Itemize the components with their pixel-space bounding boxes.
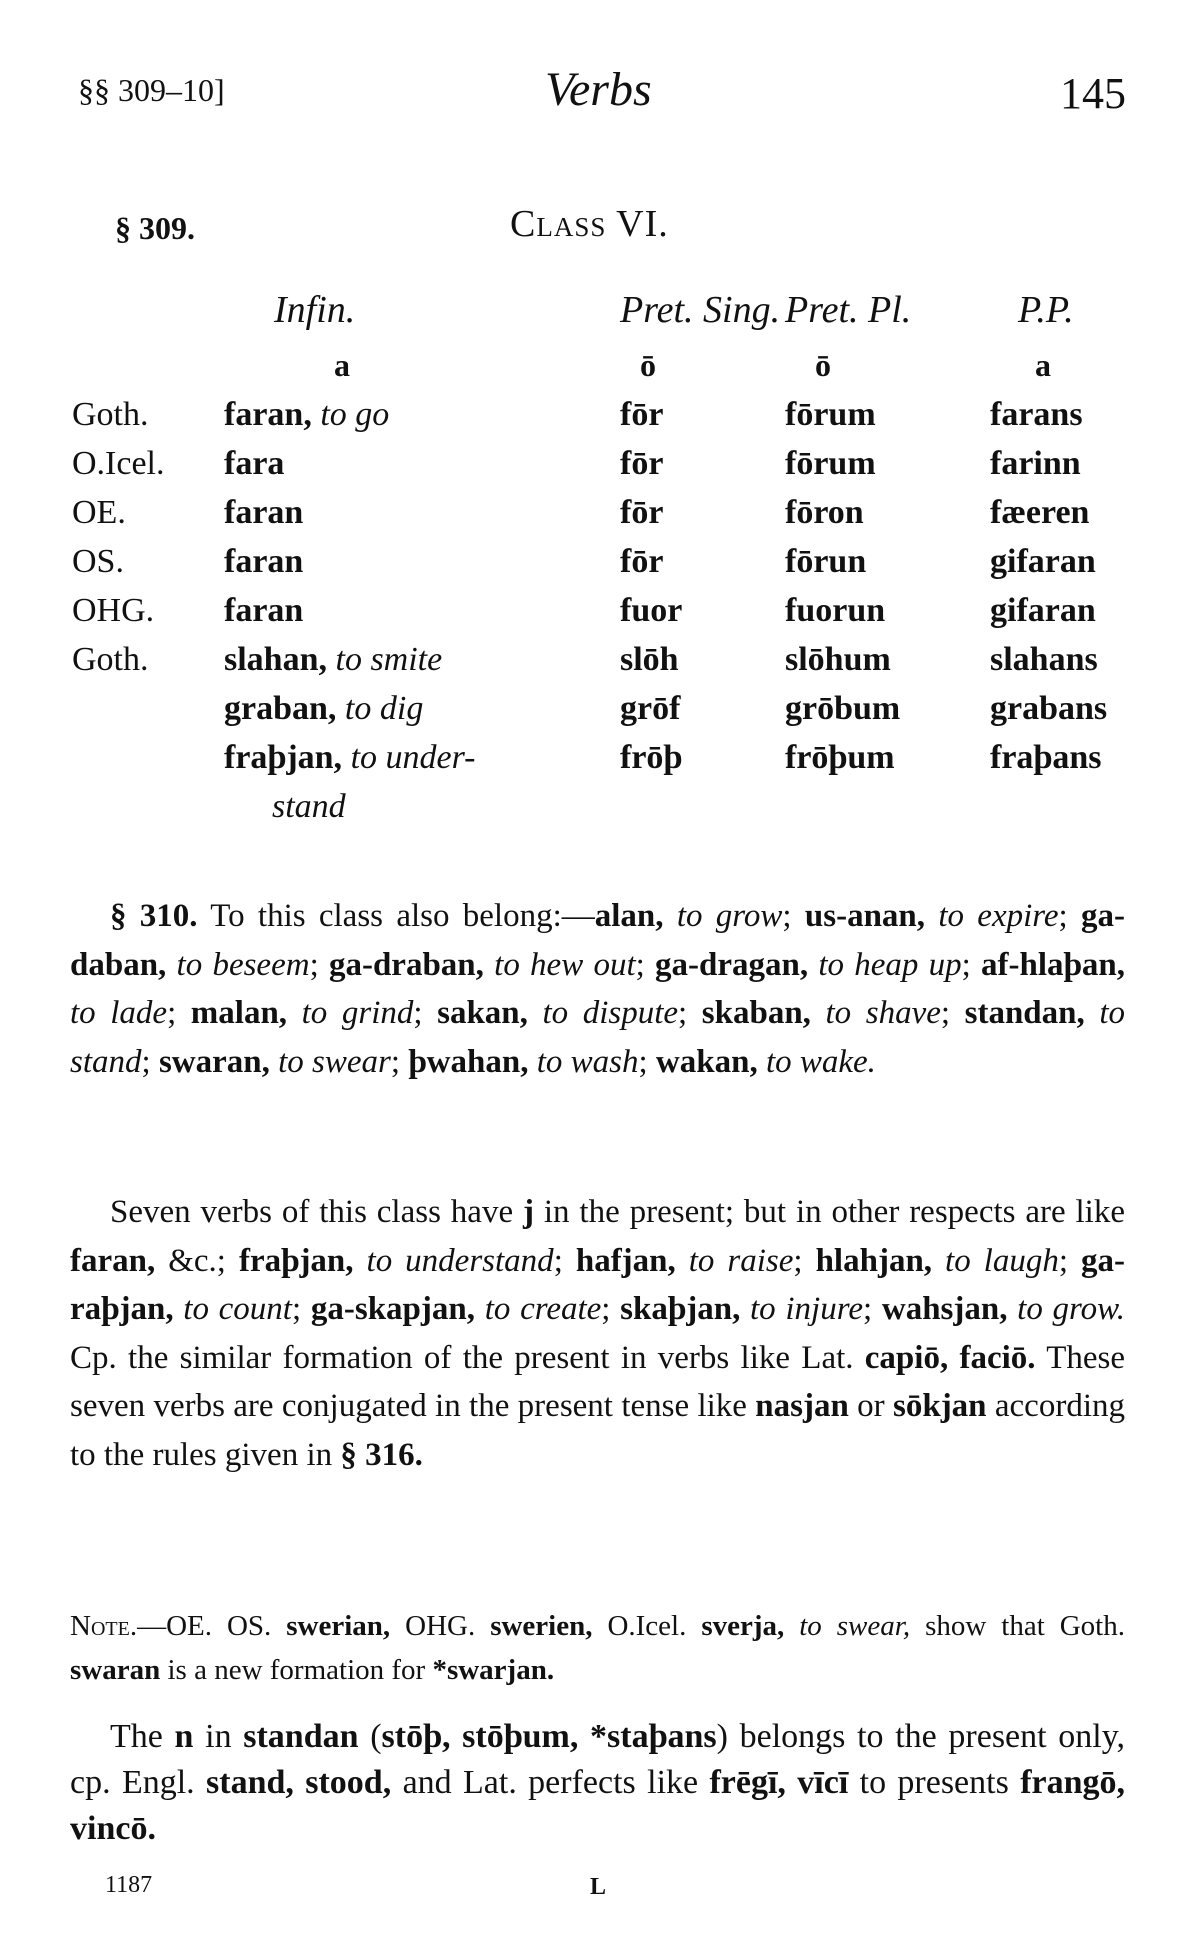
text-run: swerian, — [286, 1610, 391, 1642]
text-run: ga-raþjan, — [70, 1242, 1126, 1327]
text-run: capiō, faciō. — [864, 1339, 1036, 1376]
header-pp: P.P. — [1018, 289, 1074, 331]
row-language: OE. — [72, 493, 126, 531]
text-run: stōþ, stōþum, *staþans — [381, 1718, 717, 1755]
text-run: show that Goth. — [910, 1610, 1125, 1642]
text-run: af-hlaþan, — [981, 946, 1125, 983]
vowel-infin: a — [334, 346, 350, 383]
signature-letter: L — [590, 1874, 607, 1900]
text-run: O.Icel. — [592, 1610, 702, 1642]
row-language — [72, 733, 224, 782]
running-header — [0, 62, 1200, 122]
text-run: stand, stood, — [206, 1764, 392, 1801]
text-run: to expire — [925, 898, 1059, 934]
text-run: fraþjan, — [238, 1242, 354, 1279]
text-run: hafjan, — [575, 1242, 676, 1279]
header-pret-pl: Pret. Pl. — [785, 289, 912, 331]
table-row — [72, 635, 1168, 684]
infinitive-form: fara — [224, 444, 285, 482]
text-run: ; — [553, 1242, 576, 1279]
text-run: nasjan — [755, 1388, 849, 1424]
row-infinitive — [224, 635, 620, 684]
infinitive-form: faran — [224, 542, 304, 580]
infinitive-gloss: to go — [320, 395, 390, 433]
text-run: to lade — [70, 995, 168, 1031]
text-run: to presents — [848, 1764, 1021, 1801]
row-pret-pl: fōrum — [785, 444, 876, 482]
row-infinitive — [224, 439, 620, 488]
paragraph-310 — [70, 892, 1125, 1086]
text-run: to beseem — [166, 946, 310, 983]
table-row — [72, 488, 1168, 537]
text-run: sōkjan — [893, 1388, 987, 1424]
row-infinitive — [224, 390, 620, 439]
row-pret-pl: frōþum — [785, 738, 895, 776]
text-run: to raise — [675, 1242, 794, 1279]
header-infin: Infin. — [274, 289, 356, 331]
row-pret-pl: fuorun — [785, 591, 886, 629]
text-run: ; — [862, 1291, 882, 1327]
row-past-participle: fæeren — [990, 493, 1090, 531]
text-run: ; — [1058, 898, 1081, 934]
text-run: standan, — [964, 995, 1085, 1031]
text-run: to swear, — [784, 1610, 911, 1642]
text-run: j — [522, 1194, 534, 1230]
text-run: to wash — [528, 1043, 639, 1080]
text-run: to laugh — [932, 1242, 1059, 1279]
text-run: ) belongs to the present only, cp. Engl. — [70, 1718, 1125, 1801]
text-run: ; — [782, 898, 805, 934]
class-title: Class VI. — [510, 203, 669, 245]
text-run: ; — [940, 995, 965, 1031]
text-run: swaran — [70, 1654, 161, 1686]
text-run: The — [110, 1718, 175, 1755]
vowel-row — [72, 340, 1168, 390]
row-pret-sing: fōr — [620, 444, 664, 482]
row-past-participle: farans — [990, 395, 1083, 433]
text-run: frēgī, vīcī — [709, 1764, 849, 1801]
text-run: to wake. — [757, 1043, 876, 1080]
row-past-participle: gifaran — [990, 542, 1096, 580]
text-run: in — [193, 1718, 244, 1755]
infinitive-gloss: to dig — [344, 689, 424, 727]
table-row — [72, 537, 1168, 586]
text-run: ( — [358, 1718, 382, 1755]
text-run: *swarjan. — [432, 1654, 555, 1686]
text-run: ga-draban, — [328, 946, 484, 983]
table-row — [72, 684, 1168, 733]
note-label: Note. — [70, 1610, 138, 1642]
text-run: swaran, — [158, 1043, 270, 1080]
text-run: Cp. the similar formation of the present in verbs like Lat. — [70, 1339, 865, 1376]
text-run: ; — [167, 995, 191, 1031]
text-run: sakan, — [437, 995, 528, 1031]
text-run: to understand — [353, 1242, 554, 1279]
row-language: OS. — [72, 542, 124, 580]
vowel-pret-pl: ō — [815, 346, 831, 383]
text-run: ; — [793, 1242, 816, 1279]
row-past-participle: grabans — [990, 689, 1108, 727]
text-run: ga-daban, — [70, 898, 1125, 983]
text-run: to swear — [269, 1043, 391, 1080]
text-run: to stand — [70, 995, 1125, 1080]
text-run: ; — [601, 1291, 621, 1327]
text-run: These seven verbs are conjugated in the present tense like — [70, 1339, 1125, 1424]
vowel-pret-sing: ō — [640, 346, 656, 383]
text-run: wakan, — [655, 1043, 758, 1080]
infinitive-form: fraþjan, — [224, 738, 343, 776]
text-run: alan, — [594, 898, 664, 934]
row-language: Goth. — [72, 395, 149, 433]
text-run: ga-skapjan, — [310, 1291, 475, 1327]
text-run: ; — [678, 995, 702, 1031]
infinitive-gloss: to smite — [335, 640, 443, 678]
text-run: to hew out — [483, 946, 636, 983]
page-number: 145 — [1060, 69, 1126, 118]
row-pret-sing: fōr — [620, 395, 664, 433]
row-pret-pl: fōrun — [785, 542, 867, 580]
row-pret-sing: fuor — [620, 591, 683, 629]
row-infinitive — [224, 537, 620, 586]
text-run: hlahjan, — [815, 1242, 933, 1279]
text-run: and Lat. perfects like — [391, 1764, 710, 1801]
row-infinitive — [224, 684, 620, 733]
text-run: to injure — [740, 1291, 863, 1327]
text-run: or — [848, 1388, 893, 1424]
section-309-label: § 309. — [115, 210, 195, 246]
paradigm-table — [72, 280, 1168, 831]
text-run: frangō, vincō. — [70, 1764, 1126, 1847]
table-row — [72, 586, 1168, 635]
table-row — [72, 439, 1168, 488]
note-paragraph — [70, 1604, 1125, 1692]
text-run: ; — [390, 1043, 409, 1080]
text-run: skaþjan, — [620, 1291, 741, 1327]
header-pret-sing: Pret. Sing. — [620, 289, 781, 331]
row-pret-sing: grōf — [620, 689, 681, 727]
text-run: —OE. OS. — [137, 1610, 287, 1642]
text-run: OHG. — [390, 1610, 491, 1642]
text-run: ; — [291, 1291, 311, 1327]
row-past-participle: slahans — [990, 640, 1098, 678]
text-run: ; — [141, 1043, 159, 1080]
page-title: Verbs — [545, 63, 652, 116]
row-past-participle: gifaran — [990, 591, 1096, 629]
text-run: standan — [243, 1718, 359, 1755]
row-pret-sing: fōr — [620, 493, 664, 531]
row-pret-sing: slōh — [620, 640, 679, 678]
row-pret-pl: grōbum — [785, 689, 901, 727]
infinitive-form: faran — [224, 591, 304, 629]
text-run: is a new formation for — [160, 1654, 433, 1686]
text-run: § 316. — [340, 1436, 423, 1473]
infinitive-form: faran — [224, 493, 304, 531]
infinitive-form: slahan, — [224, 640, 327, 678]
text-run: to heap up — [808, 946, 962, 983]
text-run: to grow. — [1007, 1291, 1125, 1327]
text-run: ; — [1058, 1242, 1082, 1279]
row-language: OHG. — [72, 591, 155, 629]
row-past-participle: farinn — [990, 444, 1081, 482]
text-run: To this class also belong:— — [197, 898, 595, 934]
paragraph-seven-verbs — [70, 1188, 1125, 1479]
row-infinitive — [224, 733, 620, 782]
row-pret-pl: fōrum — [785, 395, 876, 433]
gloss-continuation: stand — [272, 787, 346, 825]
continuation-row — [72, 782, 1168, 831]
text-run: n — [174, 1718, 194, 1755]
text-run: sverja, — [701, 1610, 785, 1642]
row-pret-sing: fōr — [620, 542, 664, 580]
section-range: §§ 309–10] — [78, 72, 225, 108]
text-run: malan, — [190, 995, 288, 1031]
row-past-participle: fraþans — [990, 738, 1102, 776]
text-run: ga-dragan, — [655, 946, 809, 983]
text-run: ; — [638, 1043, 656, 1080]
row-language — [72, 684, 224, 733]
text-run: þwahan, — [408, 1043, 529, 1080]
text-run: skaban, — [701, 995, 811, 1031]
row-language: Goth. — [72, 640, 149, 678]
text-run: to shave — [810, 995, 941, 1031]
table-row — [72, 733, 1168, 782]
text-run: to grow — [663, 898, 783, 934]
row-pret-sing: frōþ — [620, 738, 683, 776]
text-run: to dispute — [527, 995, 679, 1031]
signature-number: 1187 — [105, 1872, 153, 1898]
text-run: ; — [961, 946, 982, 983]
text-run: to count — [173, 1291, 292, 1327]
text-run: Seven verbs of this class have — [110, 1194, 523, 1230]
text-run: to grind — [287, 995, 414, 1031]
class-heading — [510, 202, 669, 246]
row-pret-pl: fōron — [785, 493, 864, 531]
text-run: faran, — [70, 1242, 156, 1279]
infinitive-gloss: to under- — [350, 738, 476, 776]
text-run: us-anan, — [804, 898, 926, 934]
text-run: &c.; — [155, 1242, 239, 1279]
table-header-row — [72, 280, 1168, 340]
text-run: ; — [413, 995, 438, 1031]
text-run: swerien, — [490, 1610, 593, 1642]
row-pret-pl: slōhum — [785, 640, 891, 678]
text-run: ; — [309, 946, 329, 983]
infinitive-form: faran, — [224, 395, 312, 433]
text-run: ; — [635, 946, 656, 983]
table-row — [72, 390, 1168, 439]
vowel-pp: a — [1035, 346, 1051, 383]
row-infinitive — [224, 488, 620, 537]
text-run: § 310. — [110, 898, 198, 934]
text-run: according to the rules given in — [70, 1388, 1125, 1473]
paragraph-n-standan — [70, 1714, 1125, 1852]
text-run: to create — [475, 1291, 602, 1327]
text-run: in the present; but in other respects are like — [533, 1194, 1125, 1230]
row-language: O.Icel. — [72, 444, 165, 482]
text-run: wahsjan, — [881, 1291, 1008, 1327]
row-infinitive — [224, 586, 620, 635]
infinitive-form: graban, — [224, 689, 337, 727]
